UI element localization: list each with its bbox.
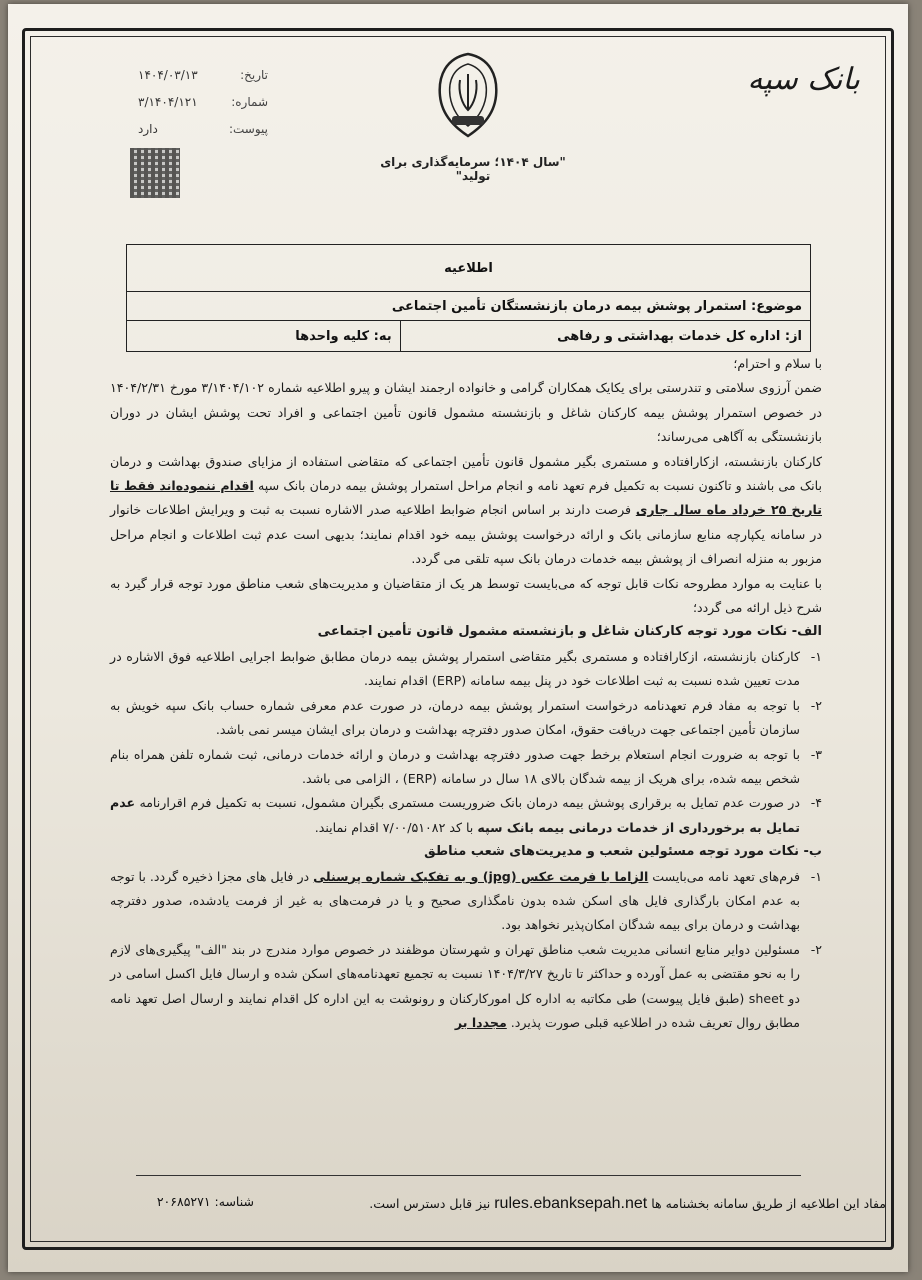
announcement-from: از: اداره کل خدمات بهداشتی و رفاهی (400, 321, 810, 352)
bank-name: بانک سپه (747, 62, 860, 97)
bank-sepah-emblem-icon (432, 50, 504, 140)
section-a-item-2: ۲- با توجه به مفاد فرم تعهدنامه درخواست استمرار پوشش بیمه درمان، در صورت عدم معرفی شماره حساب بانک سپه خویش به سازمان تأمین اجتماعی جهت دریافت حقوق، امکان صدور دفترچه بهداشت و درمان برای ایشان میسر نمی باشد. (110, 697, 822, 738)
attachment-value: دارد (138, 122, 158, 136)
section-b-heading: ب- نکات مورد توجه مسئولین شعب و مدیریت‌های شعب مناطق (424, 844, 822, 860)
paragraph-notes-intro: با عنایت به موارد مطروحه نکات قابل توجه که می‌بایست توسط هر یک از متقاضیان و مدیریت‌های شعب مناطق مورد توجه قرار گیرد به شرح ذیل ارائه می گردد؛ (110, 575, 822, 616)
refusal-form-title: عدم تمایل به برخورداری از خدمات درمانی بیمه بانک سپه (110, 795, 800, 835)
letter-metadata (138, 62, 268, 143)
deadline-text-1: کارکنان بازنشسته، ازکارافتاده و مستمری بگیر مشمول قانون تأمین اجتماعی که متقاضی استفاده از مزایای صندوق بهداشت و درمان بانک می باشند و تاکنون نسبت به تکمیل فرم تعهد نامه و انجام مراحل استمرار پوشش بیمه درمان بانک سپه (110, 453, 822, 494)
section-b-item-2: ۲- مسئولین دوایر منابع انسانی مدیریت شعب مناطق تهران و شهرستان موظفند در خصوص موارد مندرج در بند "الف" پیگیری‌های لازم را به نحو مقتضی به عمل آورده و حداکثر تا تاریخ ۱۴۰۴/۳/۲۷ نسبت به تجمیع تعهدنامه‌های اسکن شده و ارسال فایل اکسل اسامی در دو sheet (طبق فایل پیوست) طی مکاتبه به اداره کل امورکارکنان و رونوشت به این اداره کل اقدام نمایند و ارسال اصل تعهد نامه مطابق روال تعریف شده در اطلاعیه قبلی صورت پذیرد. مجددا بر (110, 941, 822, 1030)
announcement-to: به: کلیه واحدها (127, 321, 401, 352)
paragraph-deadline (110, 450, 822, 572)
announcement-subject: موضوع: استمرار پوشش بیمه درمان بازنشستگان تأمین اجتماعی (127, 292, 811, 321)
rules-site-link[interactable]: rules.ebanksepah.net (494, 1195, 648, 1212)
section-b-item-1: ۱- فرم‌های تعهد نامه می‌بایست الزاما با فرمت عکس (jpg) و به تفکیک شماره پرسنلی در فایل های مجزا ذخیره گردد. با توجه به عدم امکان بارگذاری فایل های اسکن شده بدون نامگذاری صحیح و یا در فرمت‌های به غیر از فرمت یادشده، صدور دفترچه بهداشت و درمان برای بیمه شدگان امکان‌پذیر نخواهد بود. (110, 868, 822, 933)
greeting: با سلام و احترام؛ (733, 356, 822, 371)
file-format-requirement: الزاما با فرمت عکس (jpg) و به تفکیک شماره پرسنلی (313, 868, 649, 884)
attachment-label: پیوست: (228, 122, 268, 136)
announcement-title: اطلاعیه (127, 245, 811, 292)
number-value: ۳/۱۴۰۴/۱۲۱ (138, 95, 198, 109)
paragraph-intro: ضمن آرزوی سلامتی و تندرستی برای یکایک همکاران گرامی و خانواده ارجمند ایشان و پیرو اطلاعیه شماره ۳/۱۴۰۴/۱۰۲ مورخ ۱۴۰۴/۲/۳۱ در خصوص استمرار پوشش بیمه کارکنان شاغل و بازنشسته مشمول قانون تأمین اجتماعی و افراد تحت پوشش ایشان در دوران بازنشستگی به آگاهی می‌رساند؛ (110, 380, 822, 445)
section-a-item-1: ۱- کارکنان بازنشسته، ازکارافتاده و مستمری بگیر متقاضی استمرار پوشش بیمه درمان مطابق ضوابط اجرایی اطلاعیه فوق الاشاره در مدت تعیین شده نسبت به ثبت اطلاعات خود در پنل بیمه سامانه (ERP) اقدام نمایند. (110, 648, 822, 689)
section-a-list (110, 645, 822, 791)
section-a-heading: الف- نکات مورد توجه کارکنان شاغل و بازنشسته مشمول قانون تأمین اجتماعی (317, 624, 822, 640)
qr-code-icon (130, 148, 180, 198)
date-value: ۱۴۰۴/۰۳/۱۳ (138, 68, 198, 82)
deadline-highlight: اقدام ننموده‌اند فقط تا تاریخ ۲۵ خرداد ماه سال جاری (110, 478, 822, 518)
announcement-info-table (126, 244, 811, 352)
section-a-item-3: ۳- با توجه به ضرورت انجام استعلام برخط جهت صدور دفترچه بهداشت و درمان و ارائه خدمات درمانی، ثبت شماره تلفن همراه بنام شخص بیمه شده، برای هریک از بیمه شدگان بالای ۱۸ سال در سامانه (ERP) ، الزامی می باشد. (110, 746, 822, 786)
continued-text: مجددا بر (454, 1014, 507, 1030)
year-slogan: "سال ۱۴۰۴؛ سرمایه‌گذاری برای تولید" (380, 155, 566, 183)
footer-divider (136, 1175, 801, 1176)
number-label: شماره: (231, 95, 268, 109)
deadline-text-2: فرصت دارند بر اساس انجام ضوابط اطلاعیه صدر الاشاره نسبت به ثبت و ویرایش اطلاعات خانوار در سامانه یکپارچه منابع سازمانی بانک و ارائه درخواست پوشش بیمه خود اقدام نمایند؛ بدیهی است عدم ثبت اطلاعات و انجام مراحل مزبور به منزله انصراف از پوشش بیمه خدمات درمان بانک سپه تلقی می گردد. (110, 502, 822, 567)
section-a-item-4: ۴- در صورت عدم تمایل به برقراری پوشش بیمه درمان بانک ضروریست مستمری بگیران مشمول، نسبت به تکمیل فرم اقرارنامه عدم تمایل به برخورداری از خدمات درمانی بیمه بانک سپه با کد ۷/۰۰/۵۱۰۸۲ اقدام نمایند. (110, 795, 822, 835)
document-id: شناسه: ۲۰۶۸۵۲۷۱ (156, 1194, 254, 1209)
letter-body (110, 352, 822, 1035)
letter-page (8, 4, 908, 1272)
date-label: تاریخ: (240, 68, 268, 82)
footer-note: مفاد این اطلاعیه از طریق سامانه بخشنامه ها rules.ebanksepah.net نیز قابل دسترس است. (369, 1195, 886, 1212)
